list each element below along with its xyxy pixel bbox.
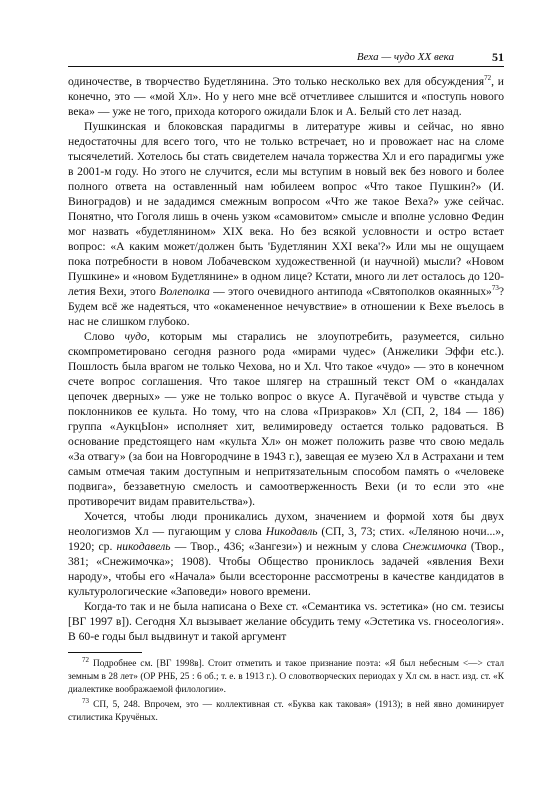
text-run: (СП, 3, 73; стих. «Леляною ночи...», 1920; ср. xyxy=(68,525,505,553)
body-text xyxy=(68,74,504,644)
text-run: , которым мы старались не злоупотребить, разумеется, сильно скомпрометировано сегодня разного рода «мирами чудес» (Анжелики Эффи etc.). Пошлость была врагом не только Чехова, но и Хл. Что такое «чудо» — это в конечном счете вопрос соглашения. Что такое шлягер на страшный текст ОМ о «кандалах цепочек дверных» — уже не только вопрос о вкусе А. Пугачёвой и чувстве стыда у поклонников ее культа. Но тому, что на слова «Призраков» Хл (СП, 2, 184 — 186) группа «АукцЫон» исполняет хит, велимироведу остается только радоваться. В основание предстоящего нам «культа Хл» он может положить разве что свою медаль «За отвагу» (за бои на Новгородчине в 1943 г.), завещая ее музею Хл в Астрахани и тем самым отмечая таким доступным и непритязательным способом память о «человеке подвига», беззаветную смелость и самоотверженность Вехи (и то если это «не противоречит видам правительства»). xyxy=(68,330,505,508)
italic-text: никодавель xyxy=(116,540,171,553)
footnote-ref: 73 xyxy=(491,284,499,293)
page-header xyxy=(68,50,504,67)
paragraph xyxy=(68,74,504,119)
footnote-text: СП, 5, 248. Впрочем, это — коллективная ст. «Буква как таковая» (1913); в ней явно доминирует стилистика Кручёных. xyxy=(68,700,504,723)
footnote xyxy=(68,696,504,725)
italic-text: Снежимочка xyxy=(402,540,467,553)
footnote-text: Подробнее см. [ВГ 1998в]. Стоит отметить и такое признание поэта: «Я был небесным <—> стал земным в 28 лет» (ОР РНБ, 25 : 6 об.; т. е. в 1913 г.). О словотворческих периодах у Хл см. в наст. изд. ст. «К диалектике воображаемой филологии». xyxy=(68,659,505,695)
footnote-divider xyxy=(68,652,142,653)
text-run: одиночестве, в творчество Будетлянина. Это только несколько вех для обсуждения xyxy=(68,75,485,88)
footnote-ref: 72 xyxy=(484,74,492,83)
page-number: 51 xyxy=(492,50,504,64)
paragraph xyxy=(68,329,504,509)
text-run: Пушкинская и блоковская парадигмы в литературе живы и сейчас, но явно недостаточны для всего того, что не только встречает, но и провожает нас на сломе тысячелетий. Хотелось бы стать свидетелем начала торжества Хл и его парадигмы уже в 2001-м году. Но этого не случится, если мы вступим в новый век без нового и более полного ответа на оставленный нам юбилеем вопрос «Что такое Пушкин?» (И. Виноградов) и не зададимся смежным вопросом «Что же такое Веха?» уже сейчас. Понятно, что Гоголя лишь в очень узком «самовитом» смысле и вполне условно Федин мог назвать «будетлянином» XIX века. Но без всякой условности и остро встает вопрос: «А каким может/должен быть 'Будетлянин XXI века'?» Или мы не ощущаем пока потребности в новом Лобачевском художественной (и научной) мысли? «Новом Пушкине» и «новом Будетлянине» в одном лице? Кстати, много ли лет осталось до 120-летия Вехи, этого xyxy=(68,120,504,298)
paragraph xyxy=(68,599,504,644)
text-run: , и конечно, это — «мой Хл». Но у него мне всё отчетливее слышится и «поступь нового века» — уже не того, прихода которого ожидали Блок и А. Белый сто лет назад. xyxy=(68,75,504,118)
text-run: Слово xyxy=(84,330,125,343)
paragraph xyxy=(68,509,504,599)
running-title: Веха — чудо XX века xyxy=(356,51,454,63)
footnotes xyxy=(68,655,505,727)
text-run: Когда-то так и не была написана о Вехе ст. «Семантика vs. эстетика» (но см. тезисы [ВГ 1997 в]). Сегодня Хл вызывает желание обсудить тему «Эстетика vs. гносеология». В 60-е годы был выдвинут и такой аргумент xyxy=(68,600,504,643)
footnote-number: 72 xyxy=(82,655,89,664)
italic-text: Волеполка xyxy=(159,285,210,298)
italic-text: чудо xyxy=(124,330,147,343)
footnote xyxy=(68,655,505,697)
paragraph xyxy=(68,119,504,329)
text-run: (Твор., 381; «Снежимочка»; 1908). Чтобы Общество прониклось задачей «явления Вехи народу», чтобы его «Начала» были всесторонне рассмотрены в качестве кандидатов в культурологические «Заповеди» нового времени. xyxy=(68,540,504,598)
text-run: — этого очевидного антипода «Святополков окаянных» xyxy=(209,285,492,298)
text-run: Хочется, чтобы люди проникались духом, значением и формой хотя бы двух неологизмов Хл — пугающим у слова xyxy=(68,510,504,538)
italic-text: Никодавль xyxy=(265,525,318,538)
text-run: ? Будем всё же надеяться, что «окамененное нечувствие» в отношении к Вехе въелось в нас не слишком глубоко. xyxy=(68,285,504,328)
text-run: — Твор., 436; «Зангези») и нежным у слова xyxy=(170,540,403,553)
footnote-number: 73 xyxy=(82,696,89,705)
